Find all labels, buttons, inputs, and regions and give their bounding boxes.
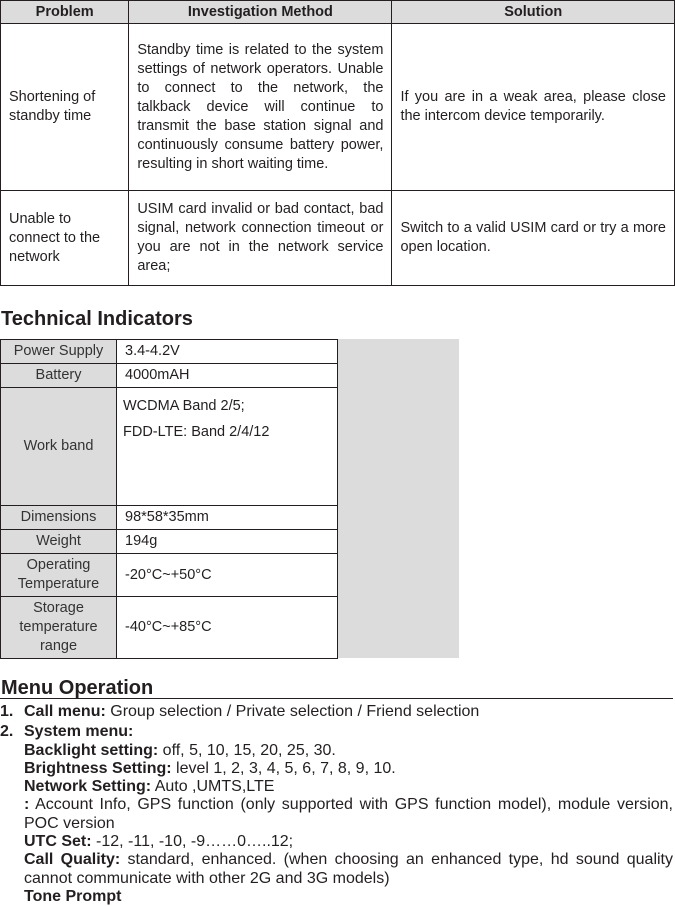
spec-row-weight — [1, 530, 338, 554]
troubleshooting-table — [0, 0, 675, 286]
spec-row-work-band — [1, 388, 338, 506]
setting-label: Call Quality: — [24, 851, 121, 869]
list-item-call-menu — [0, 703, 673, 721]
call-menu-text: Group selection / Private selection / Friend selection — [105, 703, 480, 720]
method-cell: Standby time is related to the system settings of network operators. Unable to connect to the network, the talkback device will continue to transmit the base station signal and continuously consume battery power, resulting in short waiting time. — [129, 24, 392, 191]
spec-row-power-supply — [1, 340, 338, 364]
problem-cell: Unable to connect to the network — [1, 191, 129, 286]
info-setting — [24, 796, 673, 833]
table-row — [1, 191, 675, 286]
setting-label: : — [24, 796, 30, 814]
spec-label: Operating Temperature — [1, 554, 117, 597]
backlight-setting — [24, 742, 673, 760]
system-menu-label: System menu: — [24, 723, 134, 741]
brightness-setting — [24, 760, 673, 778]
setting-text: off, 5, 10, 15, 20, 25, 30. — [158, 741, 336, 759]
menu-operation-title: Menu Operation — [1, 677, 154, 699]
work-band-line-1: WCDMA Band 2/5; — [123, 398, 245, 414]
header-problem: Problem — [1, 1, 129, 24]
call-quality-setting — [24, 851, 673, 888]
setting-text: Auto ,UMTS,LTE — [151, 778, 275, 796]
technical-indicators — [0, 339, 460, 658]
table-header-row — [1, 1, 675, 24]
spec-row-operating-temperature — [1, 554, 338, 597]
setting-label: Backlight setting: — [24, 741, 159, 759]
menu-operation-list — [0, 703, 673, 906]
spec-value: 3.4-4.2V — [117, 340, 338, 364]
spec-label: Battery — [1, 364, 117, 388]
problem-cell: Shortening of standby time — [1, 24, 129, 191]
method-cell: USIM card invalid or bad contact, bad signal, network connection timeout or you are not in the network service area; — [129, 191, 392, 286]
item-number: 2. — [0, 723, 14, 741]
setting-text: level 1, 2, 3, 4, 5, 6, 7, 8, 9, 10. — [171, 759, 396, 777]
spec-label: Weight — [1, 530, 117, 554]
spec-label: Storage temperature range — [1, 597, 117, 659]
setting-label: Brightness Setting: — [24, 759, 172, 777]
technical-indicators-title: Technical Indicators — [1, 308, 193, 330]
network-setting — [24, 778, 673, 796]
shaded-panel — [338, 339, 459, 658]
setting-text: Account Info, GPS function (only supported with GPS function model), module version, POC version — [24, 796, 673, 832]
tone-prompt-label: Tone Prompt — [24, 887, 122, 905]
spec-row-battery — [1, 364, 338, 388]
header-solution: Solution — [392, 1, 675, 24]
spec-value: 4000mAH — [117, 364, 338, 388]
spec-row-dimensions — [1, 506, 338, 530]
spec-value: 194g — [117, 530, 338, 554]
solution-cell: Switch to a valid USIM card or try a more open location. — [392, 191, 675, 286]
spec-label: Dimensions — [1, 506, 117, 530]
spec-value — [117, 388, 338, 506]
utc-setting — [24, 833, 673, 851]
spec-value: -40°C~+85°C — [117, 597, 338, 659]
spec-row-storage-temperature — [1, 597, 338, 659]
item-number: 1. — [0, 703, 14, 720]
spec-table — [0, 339, 338, 659]
setting-label: UTC Set: — [24, 833, 92, 851]
setting-text: -12, -11, -10, -9……0…..12; — [91, 833, 294, 851]
header-investigation-method: Investigation Method — [129, 1, 392, 24]
solution-cell: If you are in a weak area, please close the intercom device temporarily. — [392, 24, 675, 191]
call-menu-label: Call menu: — [24, 703, 106, 720]
section-divider — [0, 698, 673, 699]
list-item-system-menu — [0, 723, 673, 906]
spec-value: 98*58*35mm — [117, 506, 338, 530]
setting-text: standard, enhanced. (when choosing an enhanced type, hd sound quality cannot communicate with other 2G and 3G models) — [24, 851, 673, 887]
setting-label: Network Setting: — [24, 778, 152, 796]
spec-label: Power Supply — [1, 340, 117, 364]
spec-value: -20°C~+50°C — [117, 554, 338, 597]
spec-label: Work band — [1, 388, 117, 506]
work-band-line-2: FDD-LTE: Band 2/4/12 — [123, 424, 270, 440]
table-row — [1, 24, 675, 191]
